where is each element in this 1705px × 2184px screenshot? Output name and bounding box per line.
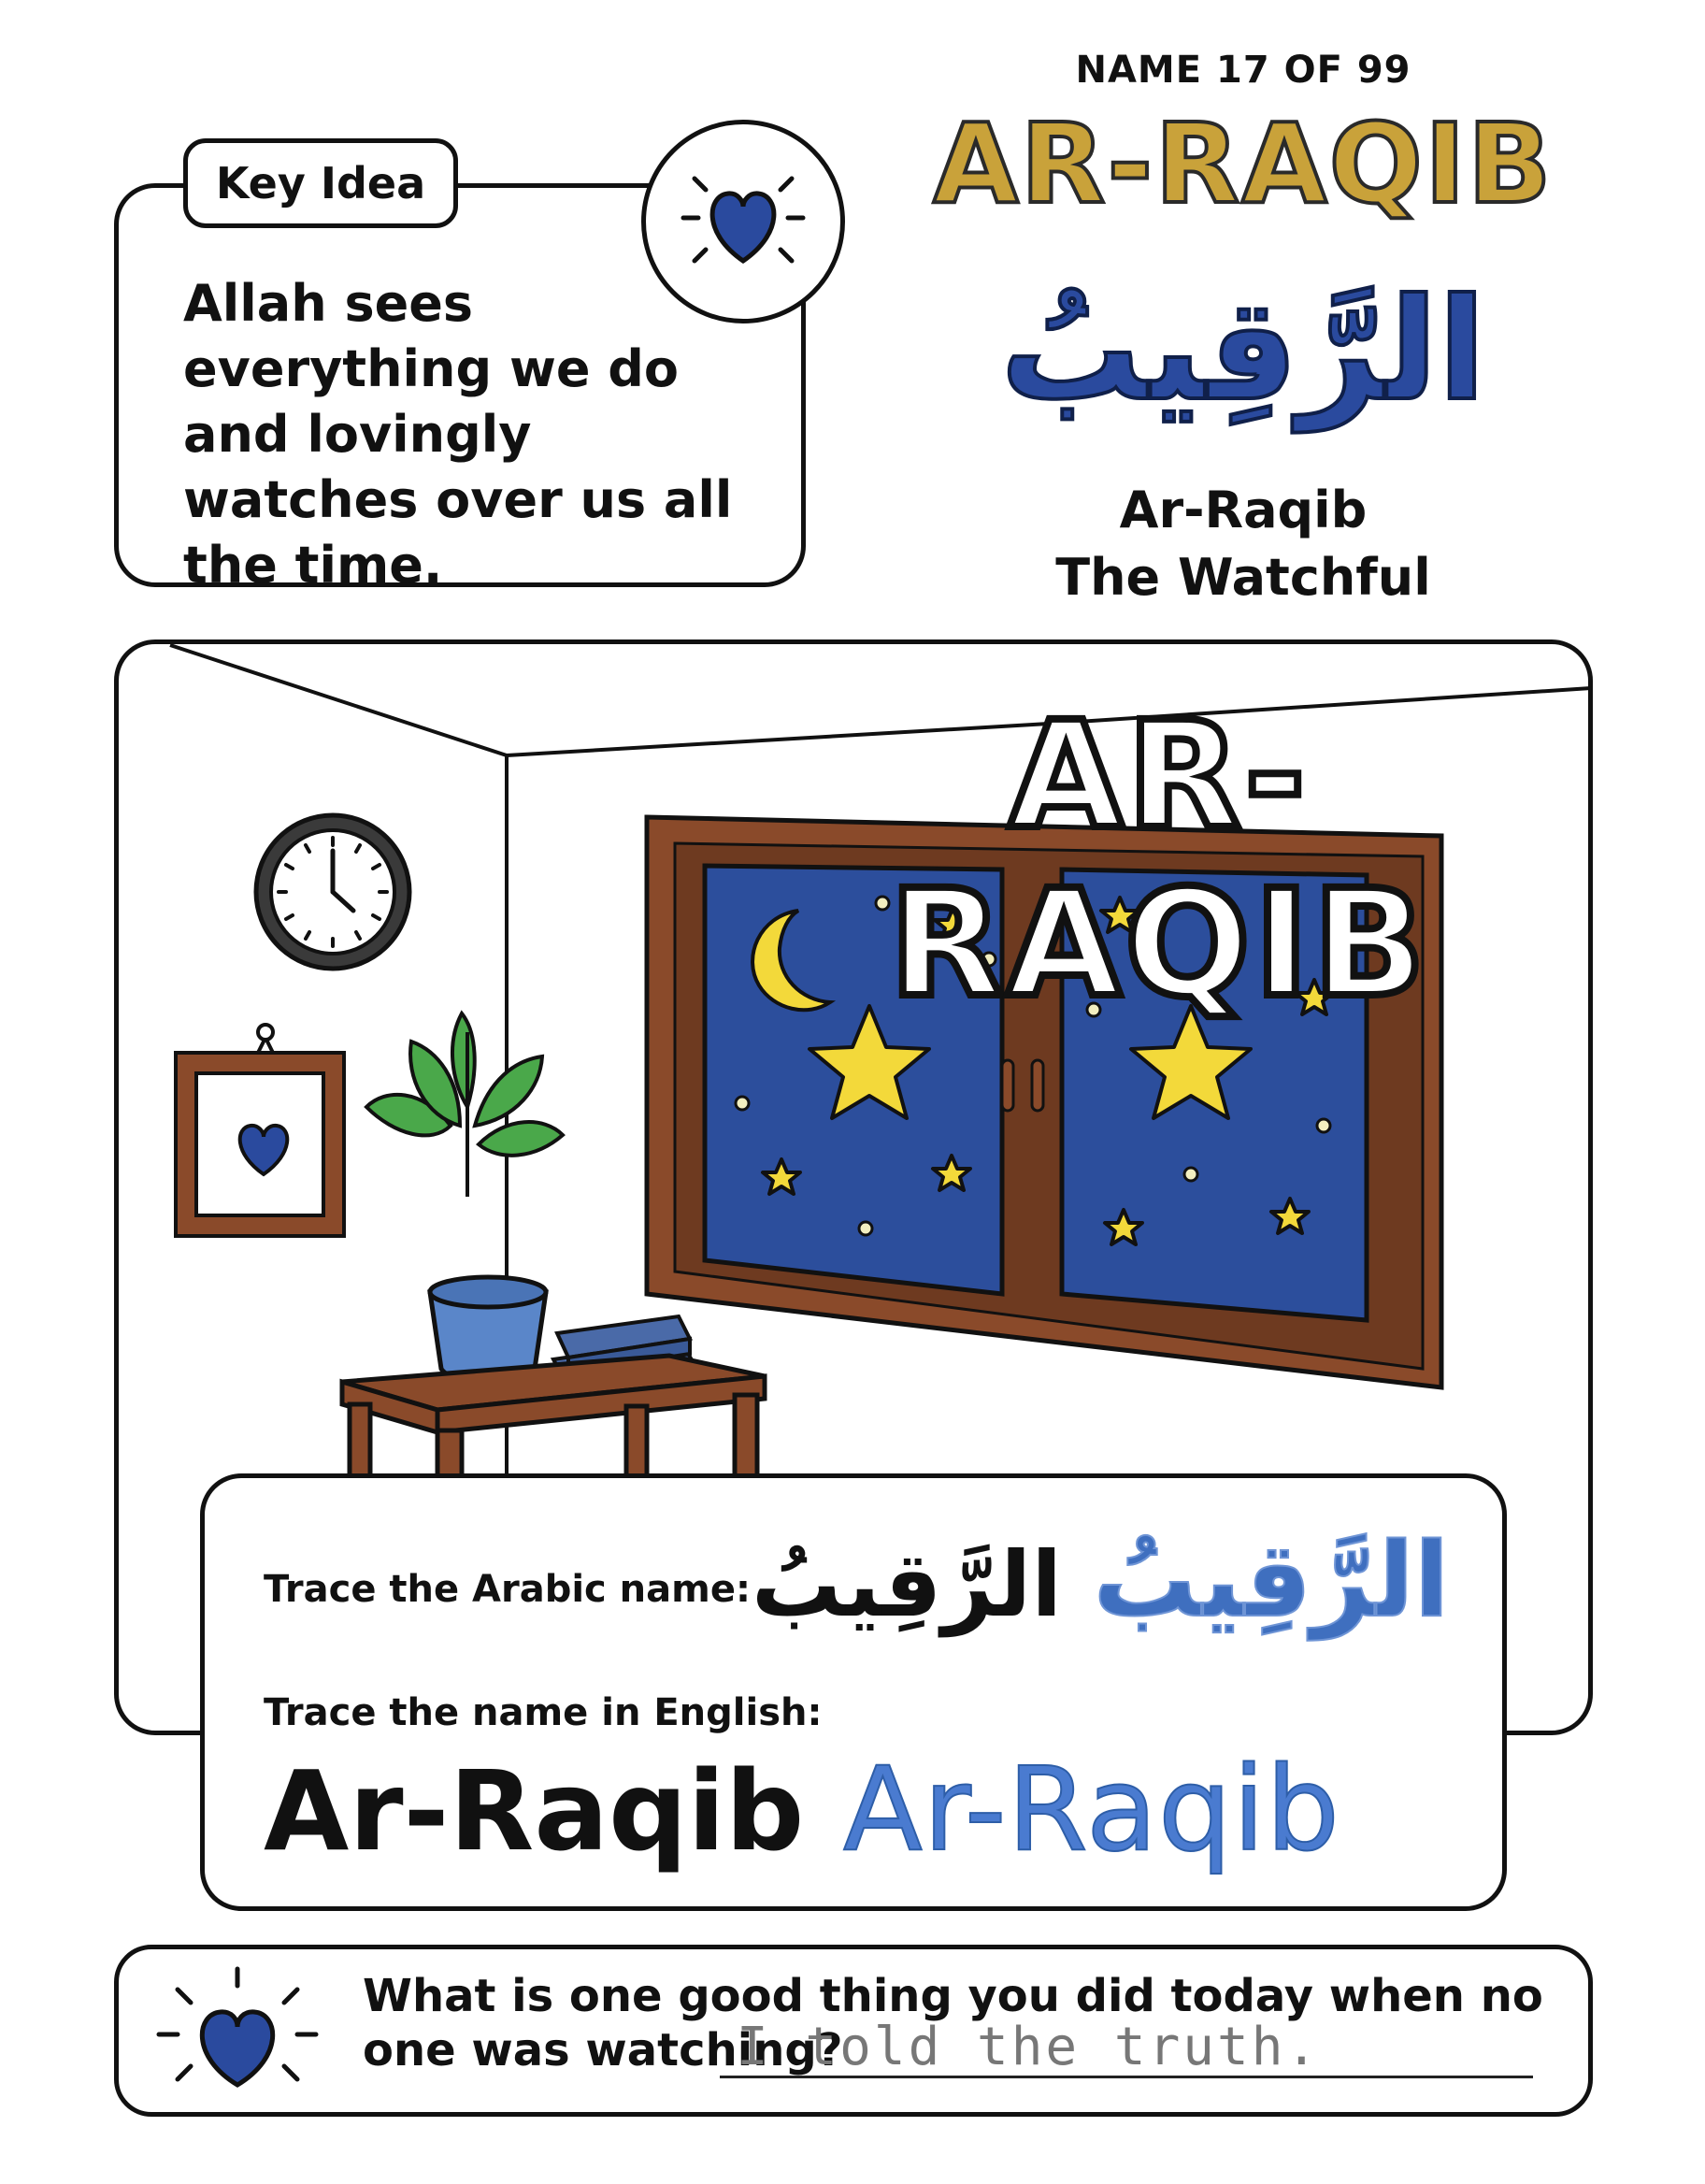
meaning: The Watchful: [1055, 548, 1431, 607]
picture-frame: [176, 1025, 344, 1236]
transliteration: Ar-Raqib: [1119, 481, 1368, 539]
answer-line[interactable]: [720, 2018, 1533, 2078]
english-traced: Ar-Raqib: [843, 1743, 1340, 1877]
question-text: What is one good thing you did today when no one was watching?: [363, 1970, 1543, 2076]
name-counter: NAME 17 OF 99: [1075, 49, 1411, 92]
trace-english-label: Trace the name in English:: [264, 1691, 823, 1734]
clock-icon: [256, 815, 409, 969]
trace-arabic-label: Trace the Arabic name:: [264, 1568, 751, 1611]
arabic-traced: الرَّقِيبُ: [1093, 1520, 1450, 1640]
arabic-model: الرَّقِيبُ: [751, 1532, 1063, 1637]
scene-title: AR-RAQIB: [889, 690, 1429, 1030]
key-idea-label: Key Idea: [183, 138, 458, 228]
english-model: Ar-Raqib: [264, 1746, 805, 1875]
heart-icon: [153, 1963, 322, 2104]
key-idea-text: Allah sees everything we do and lovingly watches over us all the time.: [183, 274, 733, 595]
potted-plant: [366, 1013, 563, 1382]
page-title: AR-RAQIB: [933, 99, 1554, 228]
answer-text: I told the truth.: [737, 2017, 1321, 2077]
arabic-title: الرَّقِيبُ: [1000, 269, 1486, 432]
